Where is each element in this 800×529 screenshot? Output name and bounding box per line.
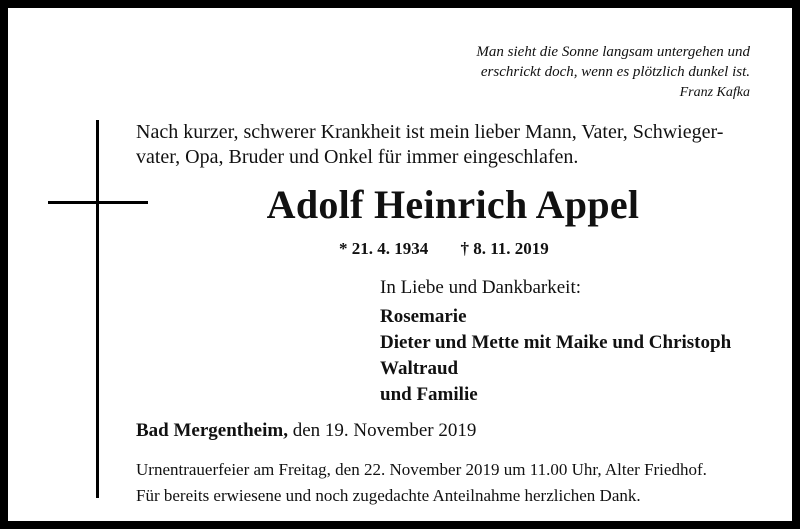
mourners-list [380, 304, 731, 408]
intro-text [136, 120, 776, 170]
birth-date: * 21. 4. 1934 [339, 239, 429, 258]
mourner-name: Rosemarie [380, 306, 467, 327]
quote-author: Franz Kafka [679, 85, 750, 100]
cross-icon-vertical-bar [96, 120, 99, 498]
mourner-name: Waltraud [380, 358, 459, 379]
ceremony-line-2: Für bereits erwiesene und noch zugedachte Anteilnahme herzlichen Dank. [136, 486, 641, 505]
life-dates [339, 238, 549, 260]
ceremony-line-1: Urnentrauerfeier am Freitag, den 22. November 2019 um 11.00 Uhr, Alter Friedhof. [136, 460, 707, 479]
thanks-line: In Liebe und Dankbarkeit: [380, 277, 582, 298]
mourner-name: und Familie [380, 384, 478, 405]
mourner-name: Dieter und Mette mit Maike und Christoph [380, 332, 732, 353]
death-date: † 8. 11. 2019 [460, 239, 549, 258]
quote-line-1: Man sieht die Sonne langsam untergehen und [476, 44, 750, 60]
intro-line-1: Nach kurzer, schwerer Krankheit ist mein lieber Mann, Vater, Schwieger- [136, 121, 724, 143]
kafka-quote [476, 42, 750, 103]
place-date-line [136, 419, 476, 443]
place-name: Bad Mergentheim, [136, 420, 288, 441]
notice-date: den 19. November 2019 [292, 420, 477, 441]
quote-line-2: erschrickt doch, wenn es plötzlich dunkel ist. [480, 64, 750, 80]
deceased-name: Adolf Heinrich Appel [266, 182, 640, 227]
intro-line-2: vater, Opa, Bruder und Onkel für immer eingeschlafen. [136, 146, 579, 168]
ceremony-info [136, 457, 707, 509]
